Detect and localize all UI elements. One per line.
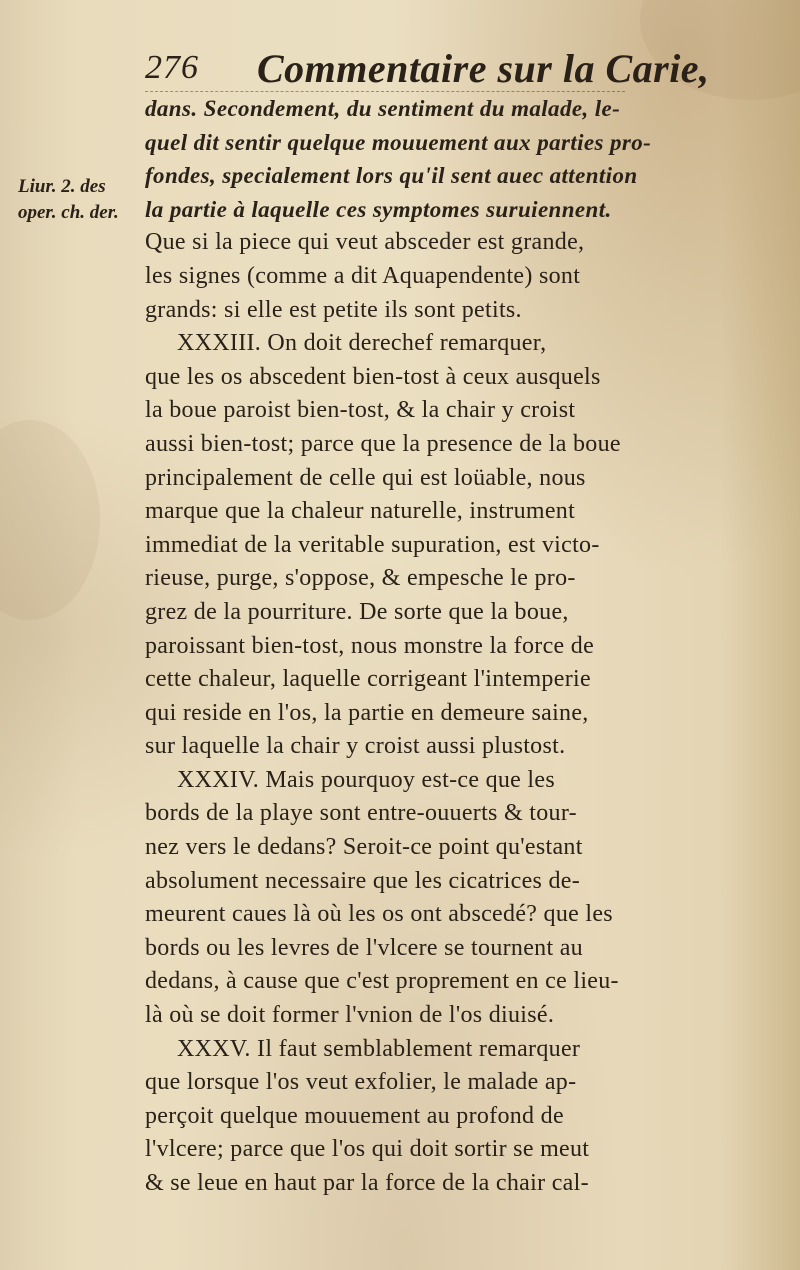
text-line: que lorsque l'os veut exfolier, le malade ap- [145,1069,577,1096]
text-line: nez vers le dedans? Seroit-ce point qu'estant [145,834,583,861]
text-line: grez de la pourriture. De sorte que la boue, [145,598,569,625]
text-line: XXXIII. On doit derechef remarquer, [177,330,547,357]
text-line: XXXV. Il faut semblablement remarquer [177,1035,581,1062]
body-text [145,92,745,1201]
text-line: quel dit sentir quelque mouuement aux parties pro- [145,129,652,155]
text-line: paroissant bien-tost, nous monstre la force de [145,632,595,659]
text-line: bords ou les levres de l'vlcere se tournent au [145,934,583,961]
text-line: qui reside en l'os, la partie en demeure saine, [145,699,589,726]
marginal-note-line: Liur. 2. des [18,176,106,197]
text-line: la boue paroist bien-tost, & la chair y croist [145,397,576,424]
text-line: XXXIV. Mais pourquoy est-ce que les [177,766,555,793]
text-line: sur laquelle la chair y croist aussi plustost. [145,733,566,760]
text-line: les signes (comme a dit Aquapendente) sont [145,262,581,289]
text-line: grands: si elle est petite ils sont petits. [145,296,522,323]
text-line: principalement de celle qui est loüable, nous [145,464,586,491]
text-line: rieuse, purge, s'oppose, & empesche le pro- [145,565,576,592]
paper-stain [0,420,100,620]
text-line: l'vlcere; parce que l'os qui doit sortir se meut [145,1136,590,1163]
text-line: que les os abscedent bien-tost à ceux ausquels [145,363,601,390]
text-line: Que si la piece qui veut absceder est grande, [145,229,585,256]
text-line: là où se doit former l'vnion de l'os diuisé. [145,1002,555,1029]
text-line: dans. Secondement, du sentiment du malade, le- [145,96,621,121]
text-line: immediat de la veritable supuration, est victo- [145,531,600,558]
text-line: marque que la chaleur naturelle, instrument [145,498,576,525]
text-line: dedans, à cause que c'est proprement en ce lieu- [145,968,619,995]
running-title: Commentaire sur la Carie, [257,46,710,91]
text-line: la partie à laquelle ces symptomes suruiennent. [145,196,612,222]
marginal-note-line: oper. ch. der. [18,202,119,223]
running-head [145,45,710,95]
text-line: absolument necessaire que les cicatrices de- [145,867,581,894]
text-line: fondes, specialement lors qu'il sent auec attention [145,163,638,189]
text-line: aussi bien-tost; parce que la presence de la boue [145,430,621,457]
text-line: perçoit quelque mouuement au profond de [145,1102,564,1129]
text-line: & se leue en haut par la force de la chair cal- [145,1170,589,1196]
text-line: cette chaleur, laquelle corrigeant l'intemperie [145,666,591,693]
text-line: bords de la playe sont entre-ouuerts & tour- [145,800,577,827]
marginal-note [18,174,138,226]
text-line: meurent caues là où les os ont abscedé? que les [145,901,613,928]
page-number: 276 [145,49,199,86]
